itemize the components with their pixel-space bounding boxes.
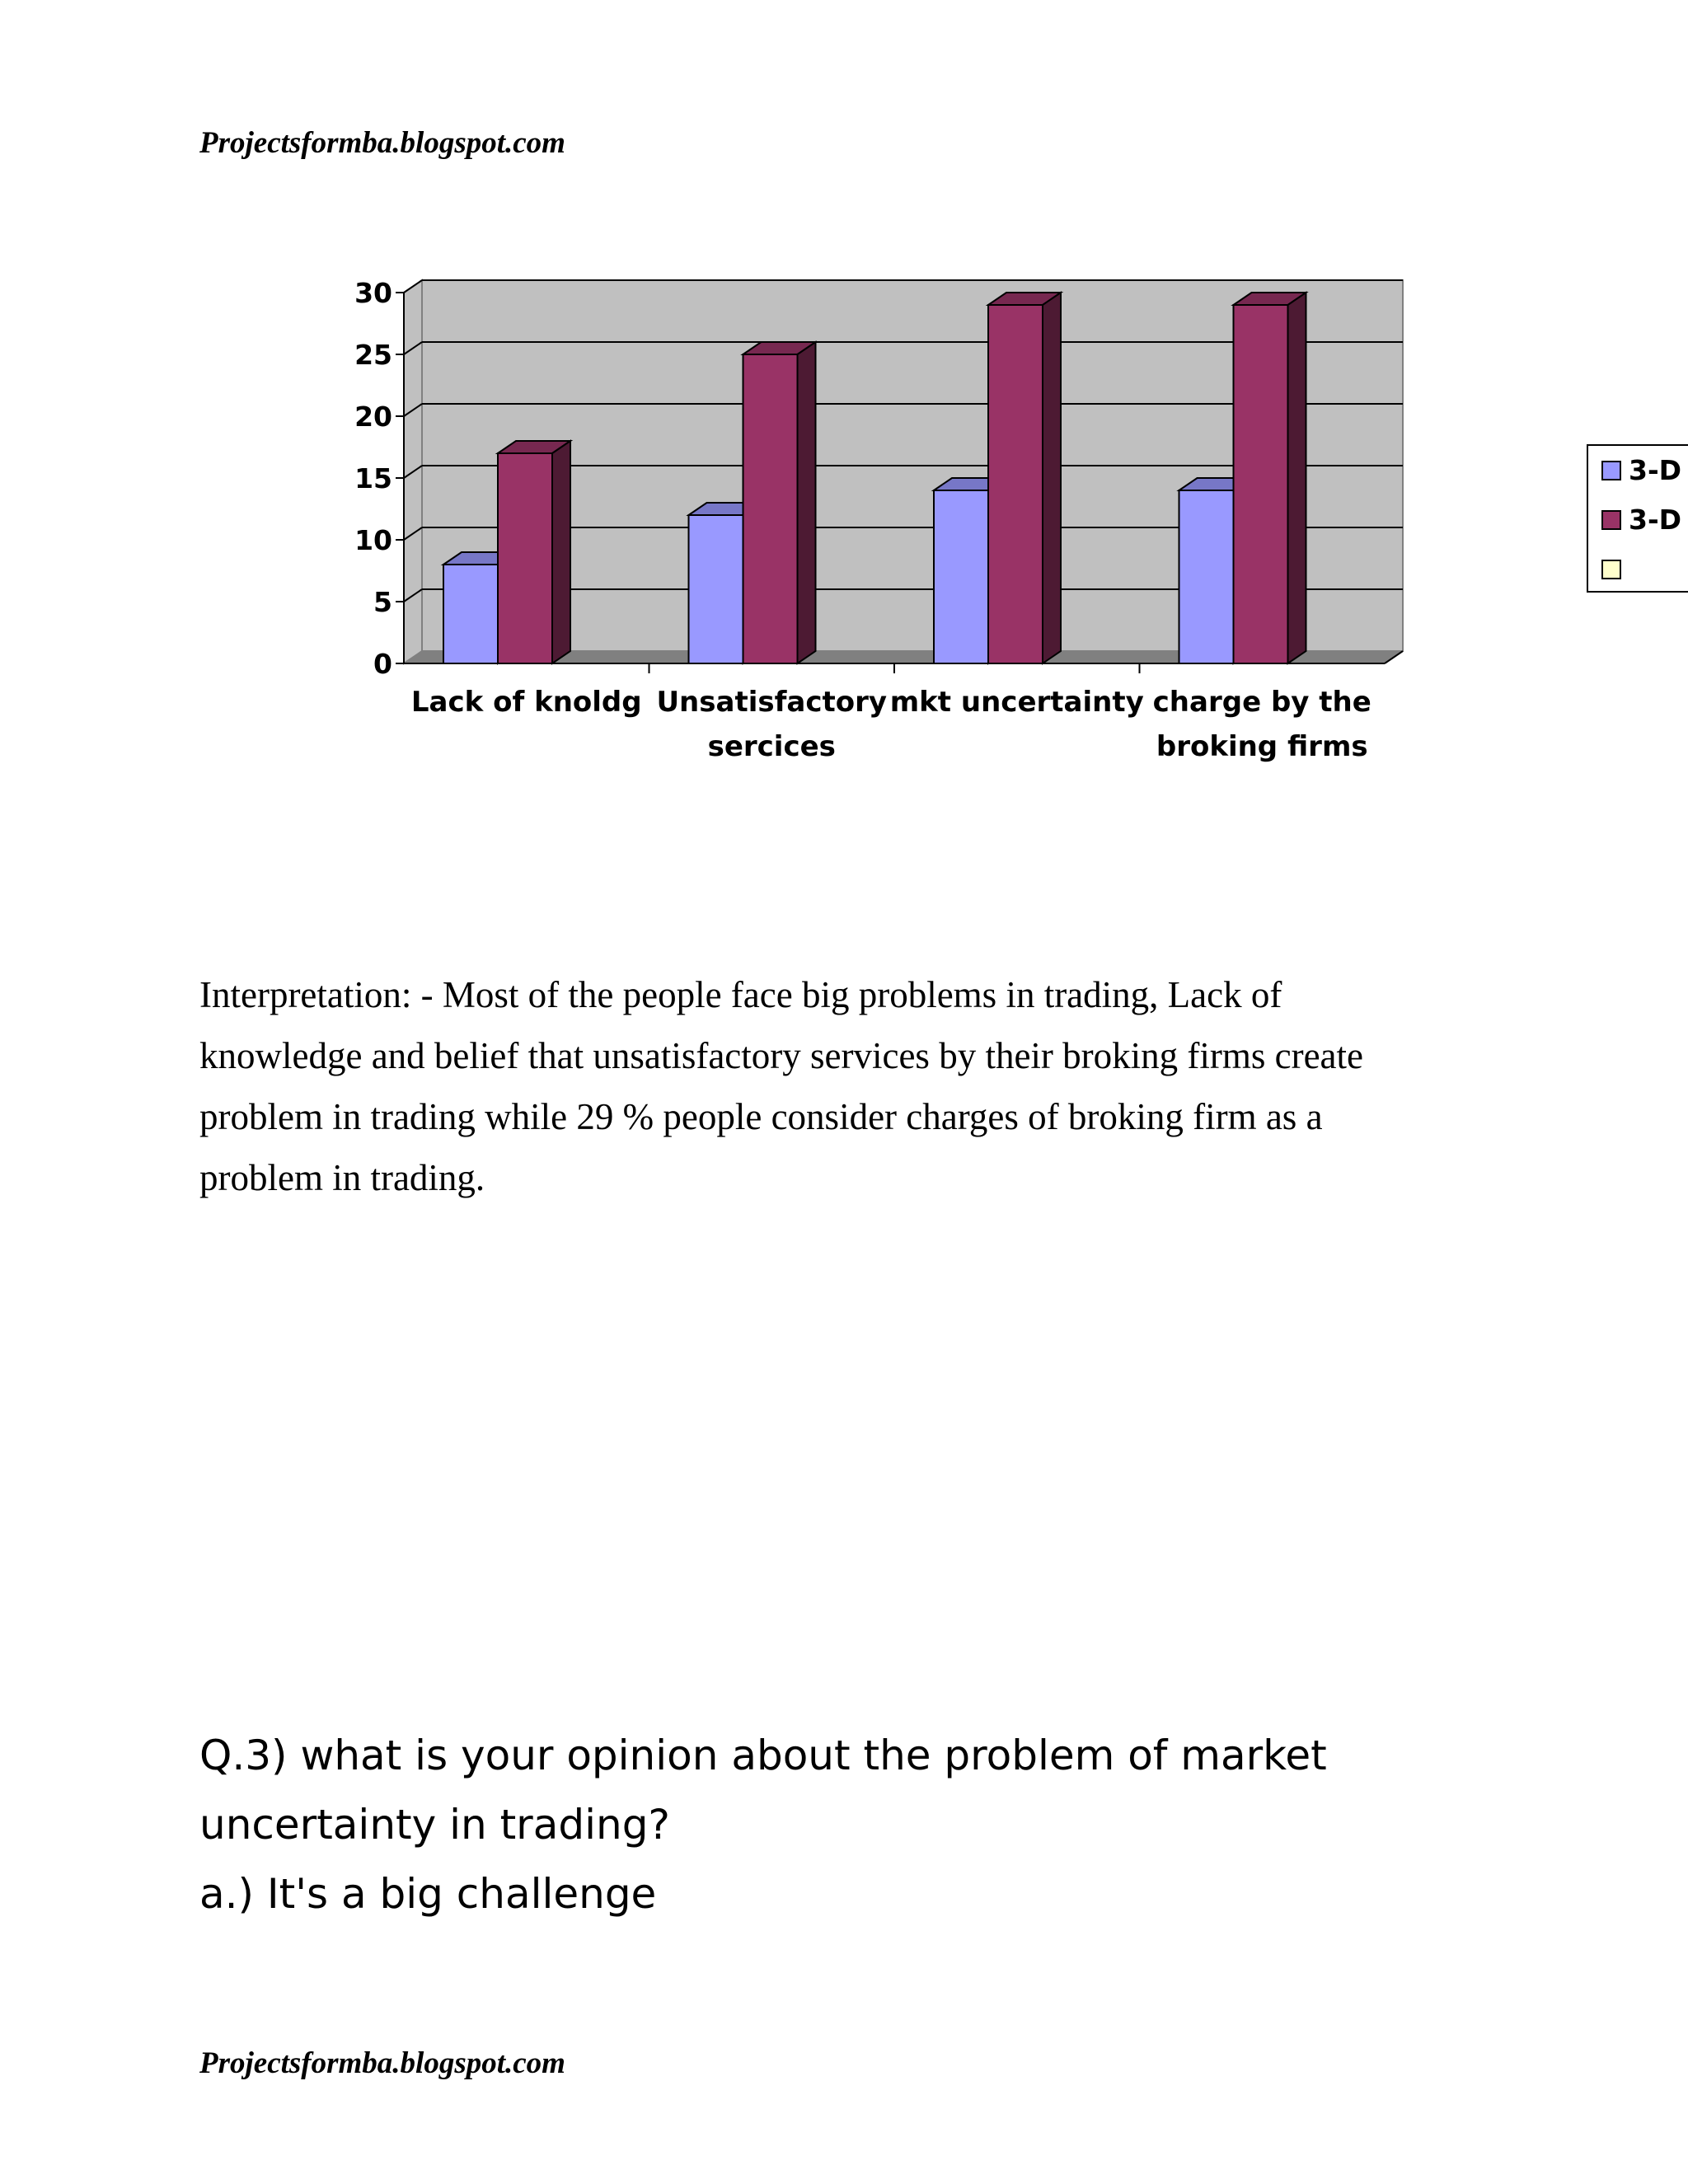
chart-legend bbox=[1587, 445, 1688, 592]
x-category-label: Lack of knoldg bbox=[410, 686, 642, 719]
legend-swatch bbox=[1602, 560, 1620, 579]
bar-front bbox=[443, 565, 498, 663]
interpretation-line: problem in trading while 29 % people consider charges of broking firm as a bbox=[199, 1096, 1323, 1137]
bar-front bbox=[1234, 305, 1288, 663]
y-tick-label: 20 bbox=[354, 401, 392, 433]
footer-site-name: Projectsformba.blogspot.com bbox=[199, 2046, 565, 2080]
y-tick-label: 10 bbox=[354, 524, 392, 556]
question-block bbox=[199, 1721, 1601, 1929]
bar-side bbox=[1288, 293, 1306, 663]
question-line: Q.3) what is your opinion about the problem of market bbox=[199, 1732, 1327, 1779]
legend-swatch bbox=[1602, 462, 1620, 480]
bar-front bbox=[743, 354, 798, 663]
bar-side bbox=[552, 441, 570, 663]
interpretation-line: Interpretation: - Most of the people face big problems in trading, Lack of bbox=[199, 974, 1282, 1015]
interpretation-line: problem in trading. bbox=[199, 1157, 485, 1198]
x-category-label: sercices bbox=[707, 730, 836, 763]
y-tick-label: 30 bbox=[354, 277, 392, 309]
bar-side bbox=[798, 342, 816, 663]
legend-swatch bbox=[1602, 511, 1620, 529]
answer-option: a.) It's a big challenge bbox=[199, 1870, 657, 1918]
x-category-label: mkt uncertainty bbox=[889, 686, 1144, 719]
y-tick-label: 5 bbox=[373, 586, 392, 618]
bar-front bbox=[689, 515, 743, 663]
bar-front bbox=[498, 453, 552, 663]
bar-front bbox=[934, 490, 988, 663]
x-category-label: broking firms bbox=[1156, 730, 1368, 763]
y-tick-label: 25 bbox=[354, 339, 392, 371]
y-tick-label: 15 bbox=[354, 462, 392, 494]
bar-front bbox=[988, 305, 1043, 663]
interpretation-paragraph bbox=[199, 964, 1436, 1208]
bar-chart bbox=[0, 0, 1688, 824]
x-category-label: charge by the bbox=[1152, 686, 1372, 719]
interpretation-line: knowledge and belief that unsatisfactory services by their broking firms create bbox=[199, 1035, 1364, 1076]
header-site-name: Projectsformba.blogspot.com bbox=[199, 126, 565, 160]
legend-label: 3-D bbox=[1629, 504, 1682, 536]
y-tick-label: 0 bbox=[373, 648, 392, 680]
legend-label: 3-D bbox=[1629, 454, 1682, 486]
bar-front bbox=[1179, 490, 1234, 663]
x-category-label: Unsatisfactory bbox=[656, 686, 888, 719]
question-line: uncertainty in trading? bbox=[199, 1801, 670, 1849]
bar-side bbox=[1043, 293, 1061, 663]
